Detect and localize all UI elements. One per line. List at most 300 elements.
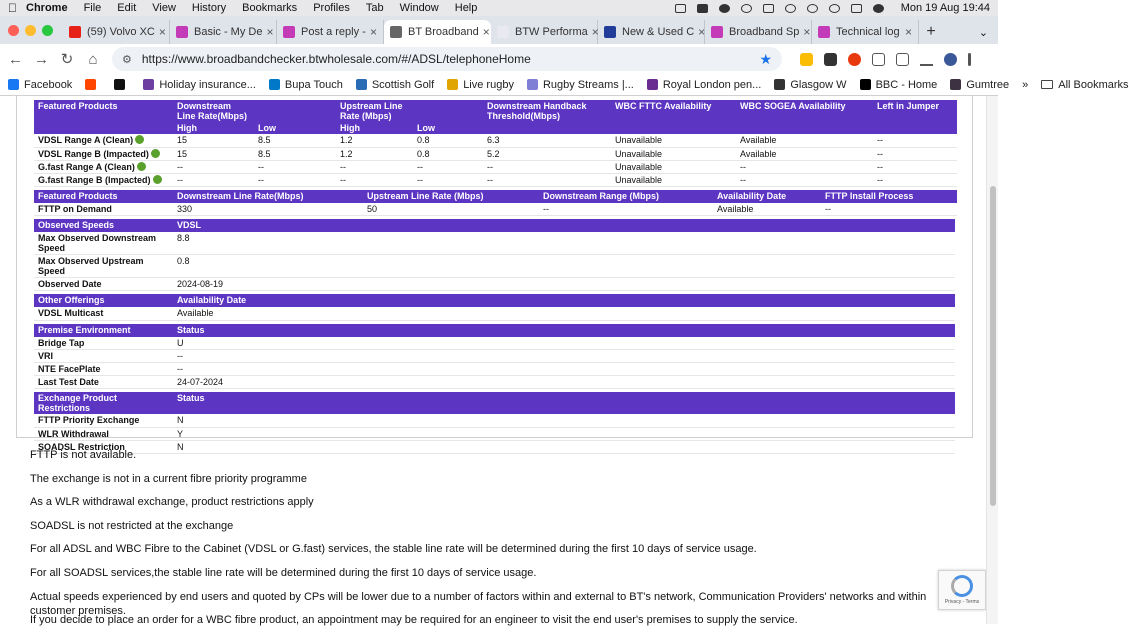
table-cell: WLR Withdrawal [38,428,109,439]
table-cell: -- [177,351,183,361]
table-row [34,147,957,160]
fttc-header-cell: Left in Jumper [873,100,957,122]
fttp-header-row [34,190,957,203]
table-cell [736,134,873,147]
bookmark-item[interactable] [950,79,1009,91]
bookmark-favicon-icon [527,79,538,90]
table-cell [873,173,957,186]
table-row [34,160,957,173]
results-panel [16,96,973,452]
bluetooth-icon[interactable] [741,4,752,13]
table-cell [611,147,736,160]
table-cell [611,160,736,173]
adblock-icon[interactable] [848,53,861,66]
cell-text: Unavailable [615,174,663,185]
table-cell [254,147,336,160]
cell-text: G.fast Range B (Impacted) [38,174,151,185]
bookmark-label: Rugby Streams |... [542,78,634,91]
menu-chrome[interactable]: Chrome [26,2,68,14]
cell-text: -- [487,174,493,185]
cell-text: -- [740,161,746,172]
tab-title: Basic - My De [194,26,263,38]
menu-tab[interactable]: Tab [365,2,384,14]
table-cell [483,173,611,186]
recaptcha-badge[interactable] [938,570,986,610]
table-cell: 50 [367,203,378,214]
apple-menu-icon[interactable] [8,1,26,15]
table-cell: -- [825,203,831,214]
cell-text: Unavailable [615,161,663,172]
fttc-subheader-cell: High [173,122,254,134]
bookmark-label: Scottish Golf [371,78,435,91]
info-icon[interactable] [153,175,162,184]
table-cell [873,147,957,160]
cell-text: 5.2 [487,148,500,159]
cell-text: Unavailable [615,135,663,145]
bookmark-favicon-icon [85,79,96,90]
qr-code-icon[interactable] [824,53,837,66]
tab-7[interactable] [812,20,919,44]
cell-text: 15 [177,135,188,145]
minimize-window-button[interactable] [25,25,36,36]
recaptcha-icon [951,575,973,597]
fttc-table [34,100,957,187]
cell-text: VDSL Range B (Impacted) [38,148,149,159]
all-bookmarks-label: All Bookmarks [1058,78,1129,91]
tab-6[interactable] [705,20,812,44]
table-cell: 0.8 [177,256,190,266]
table-cell: 2024-08-19 [177,279,224,289]
fttc-subheader-cell [873,122,957,134]
table-cell [483,147,611,160]
table-row [34,232,955,255]
cell-text: Unavailable [615,148,663,159]
table-cell [34,134,173,147]
fttc-subheader-cell [34,122,173,134]
cell-text: -- [487,161,493,172]
folder-icon [1041,80,1053,89]
vpn-icon[interactable] [697,4,708,13]
cell-text: 0.8 [417,148,430,159]
all-bookmarks-button[interactable] [1041,79,1128,91]
table-row [34,278,955,291]
tab-2[interactable] [277,20,384,44]
bookmark-item[interactable] [85,79,101,91]
tab-3[interactable] [384,20,491,44]
table-cell [736,147,873,160]
tab-title: New & Used C [622,26,695,38]
table-cell [254,160,336,173]
bookmark-item[interactable] [527,79,634,91]
fttc-header-cell: Downstream Line Rate(Mbps) [173,100,254,122]
extensions-icon[interactable] [872,53,885,66]
recaptcha-links[interactable]: Privacy - Terms [944,599,980,605]
note-text: The exchange is not in a current fibre priority programme [30,472,307,485]
fttp-header-cell: Availability Date [713,190,821,203]
cell-text: Available [740,148,777,159]
zoom-window-button[interactable] [42,25,53,36]
fttc-header-cell [254,100,336,122]
bookmark-list [8,79,1009,91]
cell-text: -- [177,174,183,185]
note-text: Actual speeds experienced by end users and quoted by CPs will be lower due to a number of factors within and external to BT's network, Communication Providers' networks and within customer premises. [30,590,927,617]
fttp-header-cell: Upstream Line Rate (Mbps) [363,190,539,203]
cell-text: -- [877,148,883,159]
tab-favicon-icon [69,26,81,38]
fttp-table [34,190,957,217]
close-window-button[interactable] [8,25,19,36]
table-cell [413,147,483,160]
drive-icon[interactable] [800,53,813,66]
observed-header-row [34,219,955,232]
scrollbar-thumb[interactable] [990,186,996,506]
tab-close-icon[interactable]: × [482,25,490,39]
bookmark-label: Glasgow W [790,78,847,91]
table-row [34,350,955,363]
bookmark-label: Facebook [24,78,73,91]
menu-history[interactable]: History [191,2,227,14]
bookmark-favicon-icon [860,79,871,90]
bookmark-favicon-icon [774,79,785,90]
bookmark-favicon-icon [356,79,367,90]
table-cell [736,173,873,186]
table-cell: Y [177,428,184,439]
bookmark-item[interactable] [8,79,72,91]
cell-text: -- [258,161,264,172]
note-text: For all ADSL and WBC Fibre to the Cabinet (VDSL or G.fast) services, the stable line rate will be determined during the first 10 days of service usage. [30,543,757,556]
table-cell [34,173,173,186]
bookmark-item[interactable] [143,79,256,91]
tab-favicon-icon [818,26,830,38]
bookmark-favicon-icon [114,79,125,90]
fttc-subheader-row [34,122,957,134]
back-icon[interactable]: ← [8,50,23,68]
observed-header-cell: VDSL [173,219,955,232]
tab-favicon-icon [390,26,402,38]
table-row [34,427,955,440]
table-cell: Observed Date [38,279,102,289]
table-cell: Available [177,308,214,318]
cell-text: -- [340,161,346,172]
table-row [34,134,957,147]
table-cell: SOADSL Restriction [38,441,125,452]
display-icon[interactable] [675,4,686,13]
user-icon[interactable] [873,4,884,13]
cell-text: -- [177,161,183,172]
tab-search-chevron-icon[interactable]: ⌄ [978,26,988,39]
bookmark-favicon-icon [950,79,961,90]
fttc-header-cell: WBC FTTC Availability [611,100,736,122]
note-text: FTTP is not available. [30,449,137,461]
exchange-table [34,392,955,454]
other-header-cell: Other Offerings [34,294,173,307]
bookmark-star-icon[interactable]: ★ [759,50,772,67]
cell-text: -- [877,161,883,172]
tab-title: Post a reply - [301,26,366,38]
table-cell: -- [177,364,183,374]
other-header-cell: Availability Date [173,294,955,307]
fttc-subheader-cell [483,122,611,134]
info-icon[interactable] [135,135,144,144]
fttc-subheader-cell: High [336,122,413,134]
control-center-icon[interactable] [851,4,862,13]
macos-menubar [0,0,998,16]
tab-close-icon[interactable]: × [158,25,166,39]
cell-text: -- [417,161,423,172]
cell-text: 8.5 [258,135,271,145]
cell-text: 1.2 [340,148,353,159]
new-tab-button[interactable]: + [926,23,936,40]
cell-text: -- [877,174,883,185]
table-row [34,255,955,278]
table-cell: Last Test Date [38,377,99,387]
table-cell: U [177,337,184,348]
table-cell [611,173,736,186]
bookmark-favicon-icon [8,79,19,90]
cell-text: G.fast Range A (Clean) [38,161,135,172]
premise-header-cell: Premise Environment [34,324,173,337]
bookmarks-overflow-icon[interactable]: » [1022,78,1029,91]
tab-title: BTW Performa [515,26,588,38]
table-cell [34,147,173,160]
tab-close-icon[interactable]: × [369,25,377,39]
note-text: For all SOADSL services,the stable line rate will be determined during the first 10 days of service usage. [30,566,537,579]
wifi-off-icon[interactable] [785,4,796,13]
fttc-subheader-cell: Low [254,122,336,134]
tab-title: Broadband Sp [729,26,800,38]
tab-1[interactable] [170,20,277,44]
observed-table [34,219,955,291]
observed-header-cell: Observed Speeds [34,219,173,232]
fttc-header-cell: Featured Products [34,100,173,122]
table-cell [254,173,336,186]
fttc-header-row [34,100,957,122]
table-cell: Available [717,203,754,214]
premise-header-row [34,324,955,337]
window-controls [8,16,53,44]
url-text[interactable]: https://www.broadbandchecker.btwholesale.com/#/ADSL/telephoneHome [141,52,531,66]
cell-text: -- [740,174,746,185]
time-machine-icon[interactable] [829,4,840,13]
table-cell: N [177,415,184,425]
tab-0[interactable] [63,20,170,44]
home-icon[interactable]: ⌂ [88,50,98,68]
table-cell [413,173,483,186]
menu-profiles[interactable]: Profiles [313,2,350,14]
fttc-header-cell: Upstream Line Rate (Mbps) [336,100,413,122]
battery-icon[interactable] [763,4,774,13]
table-cell: FTTP Priority Exchange [38,415,140,425]
extensions-area [800,53,971,66]
table-cell [173,173,254,186]
cell-text: 6.3 [487,135,500,145]
fttc-subheader-cell [736,122,873,134]
table-cell: VRI [38,351,54,361]
page-scrollbar[interactable] [986,96,998,624]
table-cell: VDSL Multicast [38,308,104,318]
bookmark-item[interactable] [114,79,130,91]
info-icon[interactable] [151,149,160,158]
bookmark-favicon-icon [447,79,458,90]
cell-text: Available [740,135,777,145]
browser-toolbar [0,44,998,74]
table-cell: 24-07-2024 [177,377,224,387]
table-cell: Max Observed Downstream Speed [38,233,157,253]
table-row [34,307,955,320]
table-cell [173,134,254,147]
menu-view[interactable]: View [152,2,176,14]
bookmark-label: Holiday insurance... [159,78,256,91]
table-cell [483,160,611,173]
forward-icon[interactable]: → [34,50,49,68]
sidepanel-icon[interactable] [896,53,909,66]
premise-table [34,324,955,390]
download-icon[interactable] [920,53,933,66]
cell-text: 15 [177,148,188,159]
tabs-container [63,20,919,44]
table-cell [736,160,873,173]
table-row [34,173,957,186]
bookmark-label: Bupa Touch [284,78,343,91]
tab-strip [0,16,998,44]
tab-close-icon[interactable]: × [698,25,706,39]
fttc-header-cell: WBC SOGEA Availability [736,100,873,122]
tab-5[interactable] [598,20,705,44]
note-text: SOADSL is not restricted at the exchange [30,519,234,532]
table-cell [413,134,483,147]
menu-window[interactable]: Window [399,2,439,14]
cell-text: -- [877,135,883,145]
bookmark-label: BBC - Home [875,78,938,91]
cell-text: -- [258,174,264,185]
other-header-row [34,294,955,307]
address-bar[interactable] [112,47,782,71]
cell-text: -- [417,174,423,185]
table-cell [413,160,483,173]
table-cell [336,147,413,160]
table-cell [336,173,413,186]
table-cell [611,134,736,147]
bookmarks-bar [0,74,1129,96]
chrome-menu-icon[interactable] [968,53,971,66]
bookmark-label: Royal London pen... [662,78,762,91]
menu-bookmarks[interactable]: Bookmarks [242,2,298,14]
tab-close-icon[interactable]: × [803,25,811,39]
key-value-sections [34,219,955,454]
table-cell: Max Observed Upstream Speed [38,256,144,276]
search-icon[interactable] [807,4,818,13]
fttp-header-cell: Downstream Line Rate(Mbps) [173,190,363,203]
table-cell: NTE FacePlate [38,364,101,374]
bookmark-favicon-icon [269,79,280,90]
tab-favicon-icon [497,26,509,38]
reload-icon[interactable]: ↻ [60,51,74,68]
menubar-clock[interactable]: Mon 19 Aug 19:44 [900,2,990,14]
table-cell [254,134,336,147]
fttc-subheader-cell: Low [413,122,483,134]
table-cell [173,147,254,160]
table-cell: -- [543,203,549,214]
table-cell [873,160,957,173]
table-row [34,203,957,216]
table-cell [873,134,957,147]
premise-header-cell: Status [173,324,955,337]
other-table [34,294,955,321]
tab-title: BT Broadband [408,26,479,38]
bookmark-item[interactable] [356,79,434,91]
table-row [34,337,955,350]
table-cell [336,160,413,173]
bookmark-favicon-icon [647,79,658,90]
fttc-subheader-cell [611,122,736,134]
tab-4[interactable] [491,20,598,44]
tab-title: Technical log [836,26,900,38]
note-text: As a WLR withdrawal exchange, product restrictions apply [30,496,314,509]
cell-text: -- [340,174,346,185]
table-cell [34,160,173,173]
cell-text: 1.2 [340,135,353,145]
exchange-header-cell: Exchange Product Restrictions [34,392,173,414]
bookmark-label: Live rugby [463,78,514,91]
cell-text: VDSL Range A (Clean) [38,135,134,145]
exchange-header-cell: Status [173,392,955,414]
tab-close-icon[interactable]: × [904,25,912,39]
tab-close-icon[interactable]: × [266,25,274,39]
note-text: If you decide to place an order for a WBC fibre product, an appointment may be required for an engineer to visit the end user's premises to supply the service. [30,614,798,627]
bookmark-item[interactable] [774,79,846,91]
bookmark-item[interactable] [269,79,343,91]
table-cell [336,134,413,147]
page-content [0,96,998,627]
tab-title: (59) Volvo XC [87,26,155,38]
shield-icon[interactable] [719,4,730,13]
menu-help[interactable]: Help [454,2,478,14]
fttc-header-cell [413,100,483,122]
table-cell: Bridge Tap [38,337,85,348]
bookmark-favicon-icon [143,79,154,90]
bookmark-item[interactable] [860,79,938,91]
fttp-header-cell: FTTP Install Process [821,190,957,203]
bookmark-label: Gumtree [966,78,1010,91]
tab-favicon-icon [711,26,723,38]
cell-text: 0.8 [417,135,430,145]
info-icon[interactable] [137,162,146,171]
tab-favicon-icon [604,26,616,38]
table-cell [173,160,254,173]
table-row [34,414,955,427]
menu-edit[interactable]: Edit [117,2,137,14]
table-cell: FTTP on Demand [38,203,112,214]
table-cell: N [177,441,184,452]
fttc-header-cell: Downstream Handback Threshold(Mbps) [483,100,611,122]
table-cell [483,134,611,147]
bookmark-item[interactable] [647,79,761,91]
notes-section [30,448,960,637]
table-row [34,363,955,376]
fttp-header-cell: Downstream Range (Mbps) [539,190,713,203]
table-row [34,376,955,389]
exchange-header-row [34,392,955,414]
fttp-header-cell: Featured Products [34,190,173,203]
cell-text: 8.5 [258,148,271,159]
bookmark-item[interactable] [447,79,514,91]
site-info-icon[interactable]: ⚙ [122,53,132,66]
profile-avatar[interactable] [944,53,957,66]
table-cell: 330 [177,203,193,214]
tab-close-icon[interactable]: × [591,25,599,39]
menu-file[interactable]: File [83,2,102,14]
tab-favicon-icon [283,26,295,38]
